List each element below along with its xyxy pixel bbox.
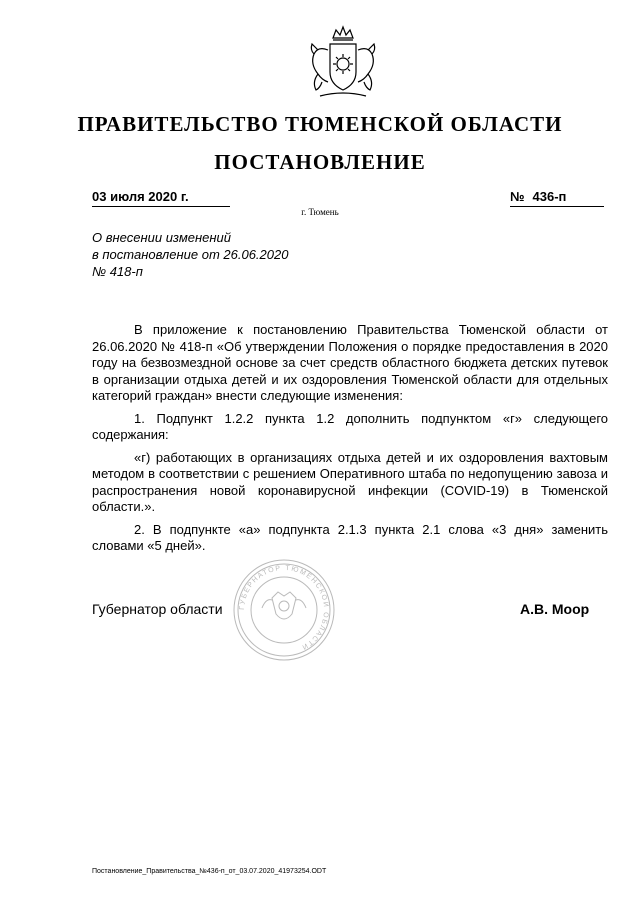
footer-filename: Постановление_Правительства_№436-п_от_03.07.2020_41973254.ODT <box>92 868 327 875</box>
subject-line: в постановление от 26.06.2020 <box>92 247 289 262</box>
body-paragraph: 1. Подпункт 1.2.2 пункта 1.2 дополнить подпунктом «г» следующего содержания: <box>92 410 608 442</box>
body-paragraph: 2. В подпункте «а» подпункта 2.1.3 пункта 2.1 слова «3 дня» заменить словами «5 дней». <box>92 521 608 553</box>
coat-of-arms-emblem <box>300 20 386 106</box>
number-label: № <box>510 189 525 204</box>
document-body <box>92 322 608 561</box>
government-title: ПРАВИТЕЛЬСТВО ТЮМЕНСКОЙ ОБЛАСТИ <box>77 112 563 136</box>
city: г. Тюмень <box>301 207 339 217</box>
document-subject <box>92 229 288 280</box>
document-number: 436-п <box>532 189 567 204</box>
signer-position: Губернатор области <box>92 601 223 617</box>
official-seal <box>232 558 336 662</box>
subject-line: № 418-п <box>92 264 143 279</box>
document-date: 03 июля 2020 г. <box>92 189 189 204</box>
subject-line: О внесении изменений <box>92 230 231 245</box>
number-field <box>510 188 604 207</box>
date-field <box>92 188 230 207</box>
document-type: ПОСТАНОВЛЕНИЕ <box>214 150 426 174</box>
seal-ring-text: ГУБЕРНАТОР ТЮМЕНСКОЙ ОБЛАСТИ <box>238 564 330 651</box>
signer-name: А.В. Моор <box>520 601 590 617</box>
body-paragraph: В приложение к постановлению Правительства Тюменской области от 26.06.2020 № 418-п «Об утверждении Положения о порядке предоставления в 2020 году на безвозмездной основе за счет средств областного бюджета детских путевок в организации отдыха детей и их оздоровления Тюменской области для отдельных категорий граждан» внести следующие изменения: <box>92 322 608 403</box>
body-paragraph: «г) работающих в организациях отдыха детей и их оздоровления вахтовым методом в соответствии с решением Оперативного штаба по недопущению завоза и распространения новой коронавирусной инфекции (COVID-19) в Тюменской области.». <box>92 449 608 514</box>
